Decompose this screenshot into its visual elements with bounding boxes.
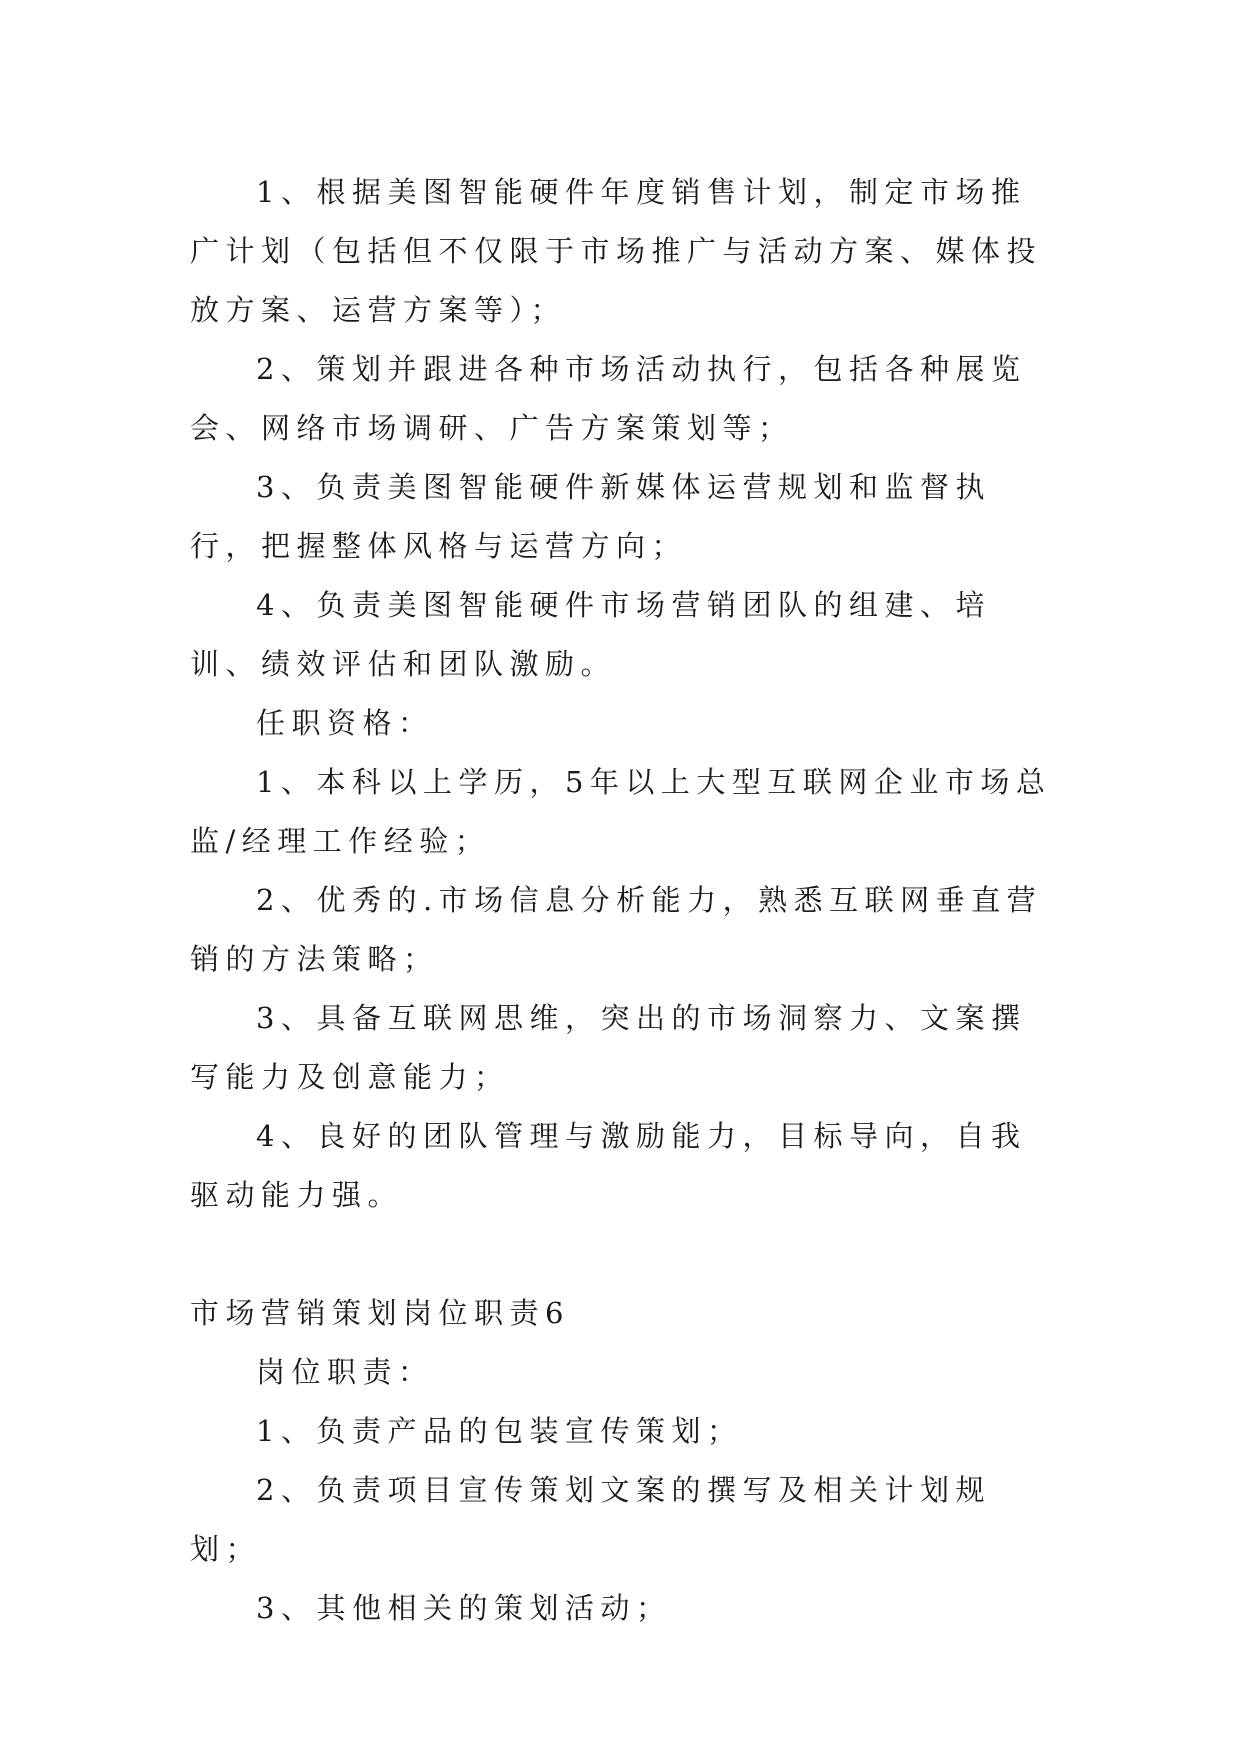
section-heading: 市场营销策划岗位职责6 — [190, 1296, 570, 1330]
duties-label: 岗位职责： — [256, 1355, 434, 1389]
paragraph-qualification-3: 3、具备互联网思维，突出的市场洞察力、文案撰写能力及创意能力； — [190, 1001, 1027, 1094]
paragraph-qualification-1: 1、本科以上学历，5年以上大型互联网企业市场总监/经理工作经验； — [190, 765, 1052, 858]
qualifications-label: 任职资格： — [256, 706, 434, 740]
paragraph-duty-1: 1、根据美图智能硬件年度销售计划，制定市场推广计划（包括但不仅限于市场推广与活动方案、媒体投放方案、运营方案等）； — [190, 175, 1043, 327]
paragraph-section6-duty-1: 1、负责产品的包装宣传策划； — [256, 1414, 743, 1448]
paragraph-qualification-2: 2、优秀的.市场信息分析能力，熟悉互联网垂直营销的方法策略； — [190, 883, 1043, 976]
document-body — [190, 163, 1060, 1638]
paragraph-section6-duty-2: 2、负责项目宣传策划文案的撰写及相关计划规划； — [190, 1473, 991, 1566]
paragraph-qualification-4: 4、良好的团队管理与激励能力，目标导向，自我驱动能力强。 — [190, 1119, 1027, 1212]
paragraph-duty-3: 3、负责美图智能硬件新媒体运营规划和监督执行，把握整体风格与运营方向； — [190, 470, 991, 563]
paragraph-duty-2: 2、策划并跟进各种市场活动执行，包括各种展览会、网络市场调研、广告方案策划等； — [190, 352, 1027, 445]
paragraph-duty-4: 4、负责美图智能硬件市场营销团队的组建、培训、绩效评估和团队激励。 — [190, 588, 991, 681]
paragraph-section6-duty-3: 3、其他相关的策划活动； — [256, 1591, 672, 1625]
